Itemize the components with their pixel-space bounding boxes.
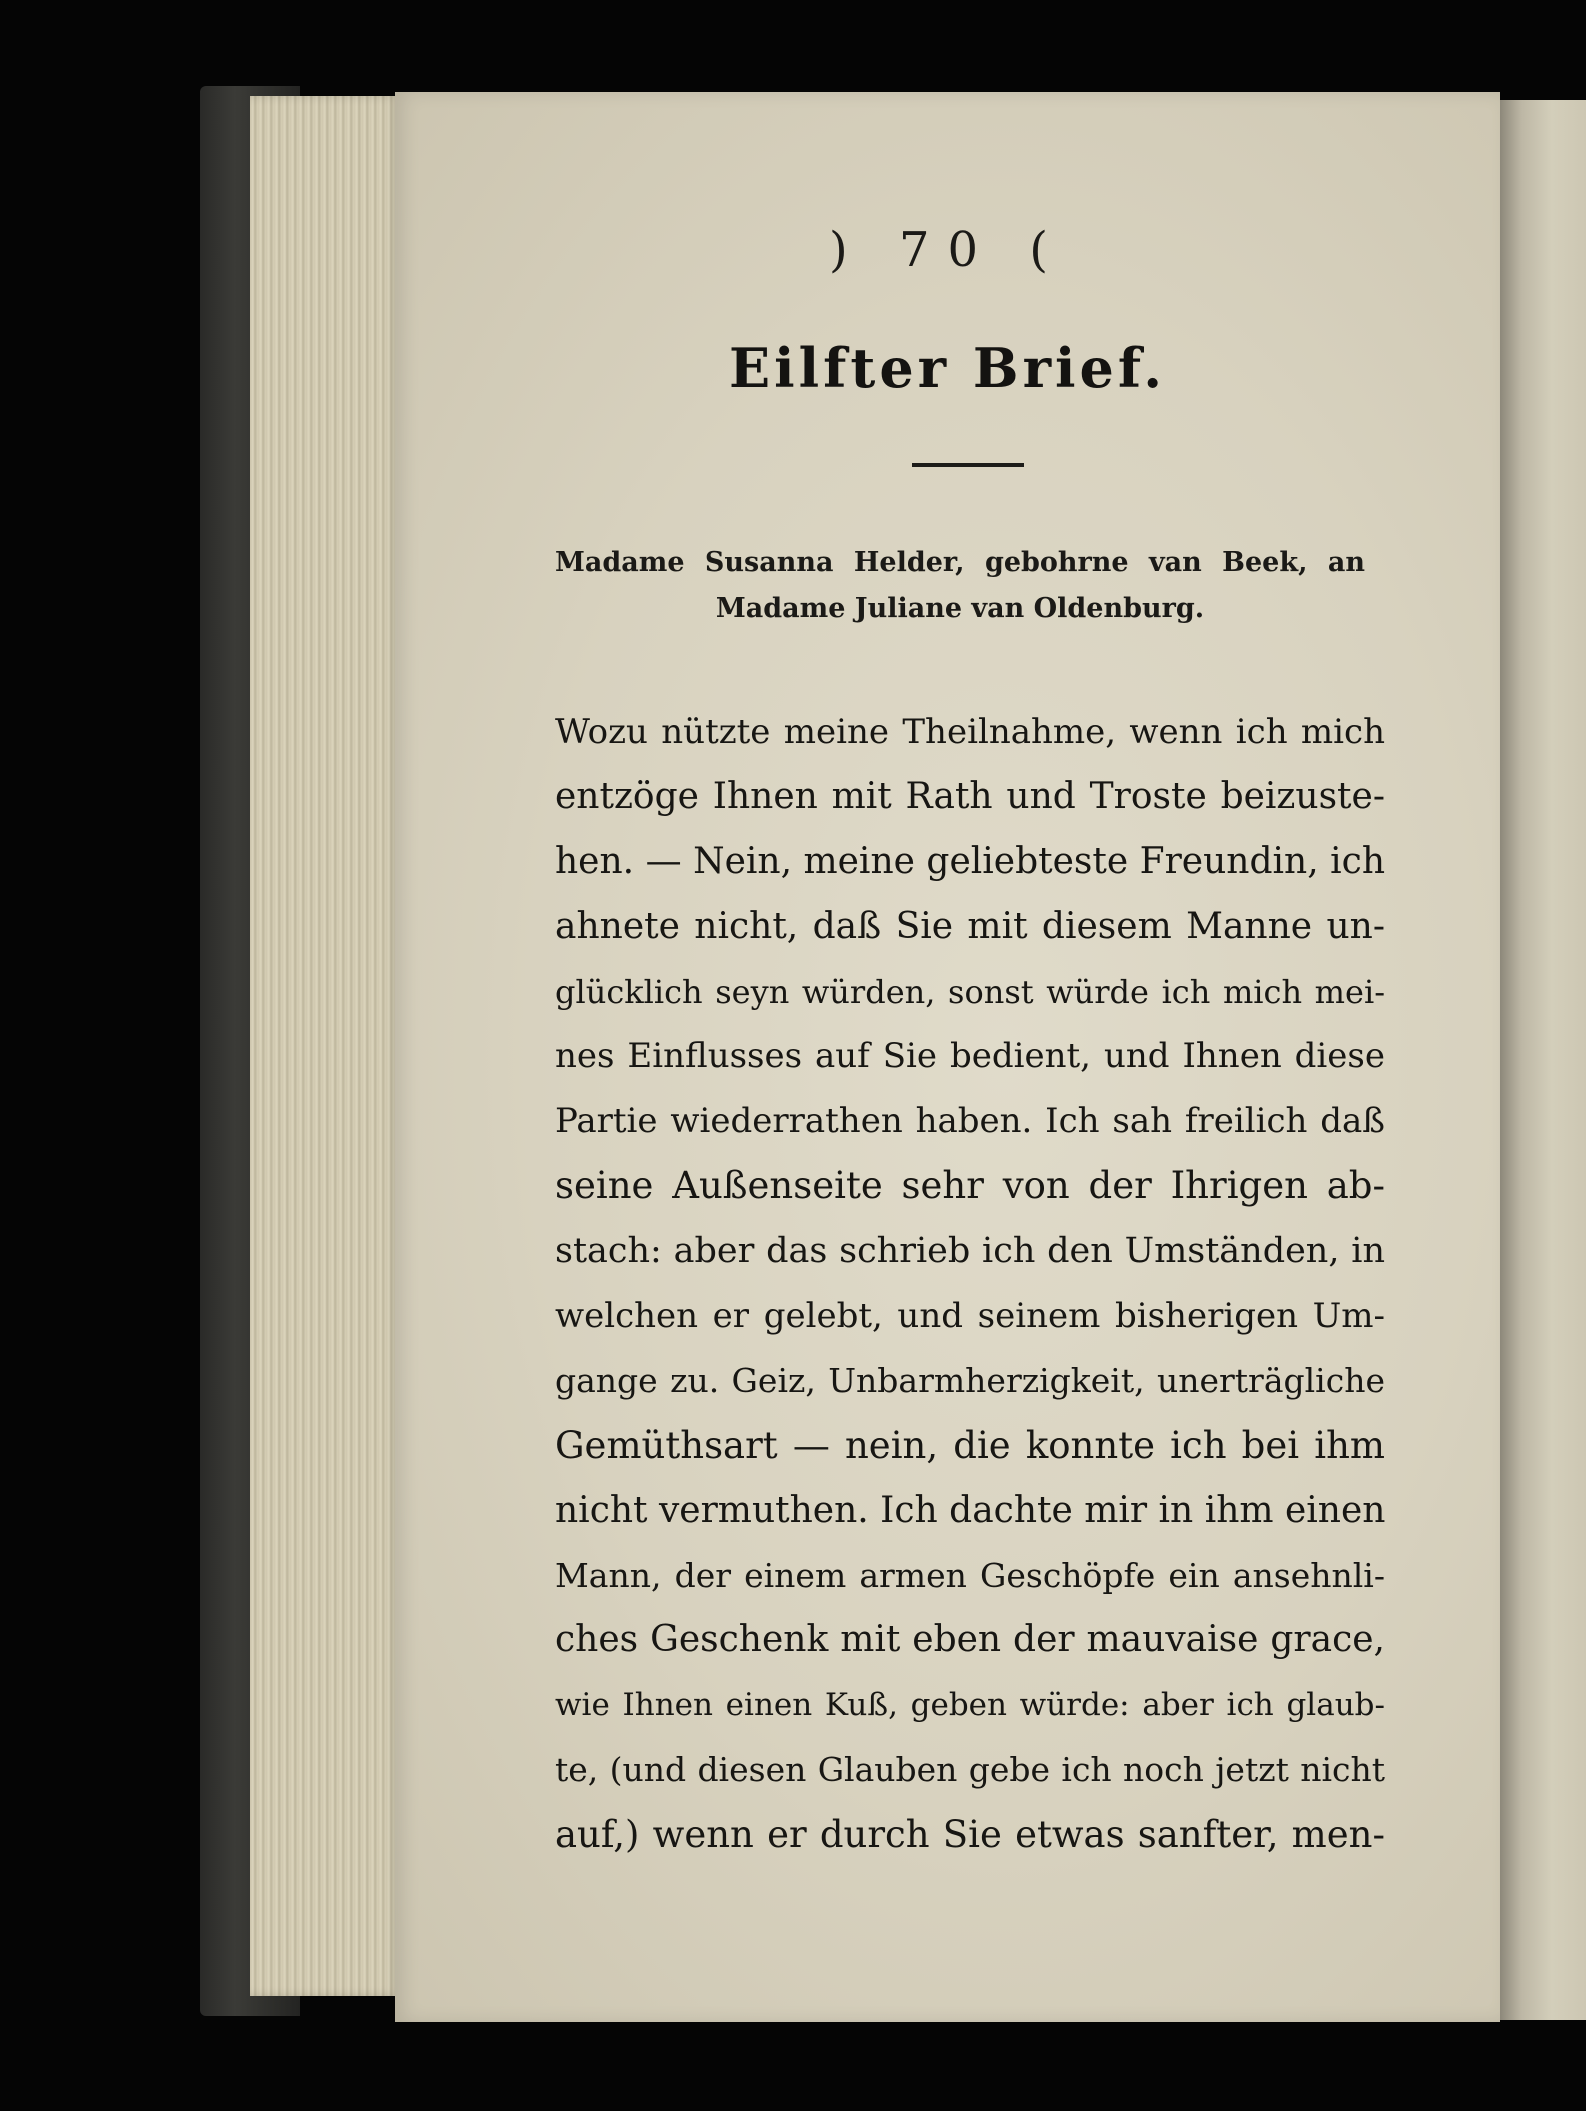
body-line: Wozu nützte meine Theilnahme, wenn ich mich	[555, 712, 1385, 752]
body-line: glücklich seyn würden, sonst würde ich mich mei-	[555, 972, 1385, 1011]
body-line: entzöge Ihnen mit Rath und Troste beizuste-	[555, 775, 1385, 817]
body-line: Partie wiederrathen haben. Ich sah freilich daß	[555, 1101, 1385, 1142]
body-line: welchen er gelebt, und seinem bisherigen Um-	[555, 1296, 1385, 1337]
body-line: nicht vermuthen. Ich dachte mir in ihm einen	[555, 1489, 1386, 1531]
body-line: stach: aber das schrieb ich den Umständen, in	[555, 1231, 1385, 1272]
page-edges	[250, 96, 400, 1996]
body-line: wie Ihnen einen Kuß, geben würde: aber ich glaub-	[555, 1687, 1385, 1724]
body-line: seine Außenseite sehr von der Ihrigen ab-	[555, 1164, 1385, 1208]
body-line: ches Geschenk mit eben der mauvaise grace,	[555, 1619, 1385, 1661]
letter-body	[555, 700, 1385, 1868]
body-line: hen. — Nein, meine geliebteste Freundin, ich	[555, 840, 1385, 882]
body-line: Gemüthsart — nein, die konnte ich bei ihm	[555, 1423, 1385, 1467]
running-head-page-number: ) 70 (	[828, 222, 1067, 278]
letter-address: Madame Susanna Helder, gebohrne van Beek, an Madame Juliane van Oldenburg.	[555, 547, 1365, 624]
body-line: gange zu. Geiz, Unbarmherzigkeit, unerträgliche	[555, 1360, 1385, 1400]
body-line: auf,) wenn er durch Sie etwas sanfter, men-	[555, 1813, 1385, 1857]
body-line: nes Einflusses auf Sie bedient, und Ihnen diese	[555, 1036, 1385, 1077]
body-line: Mann, der einem armen Geschöpfe ein ansehnli-	[555, 1555, 1385, 1595]
title-rule	[912, 463, 1024, 467]
body-line: ahnete nicht, daß Sie mit diesem Manne un-	[555, 905, 1385, 947]
body-line: te, (und diesen Glauben gebe ich noch jetzt nicht	[555, 1750, 1385, 1790]
facing-page-edge	[1500, 100, 1586, 2020]
letter-title: Eilfter Brief.	[728, 336, 1167, 400]
